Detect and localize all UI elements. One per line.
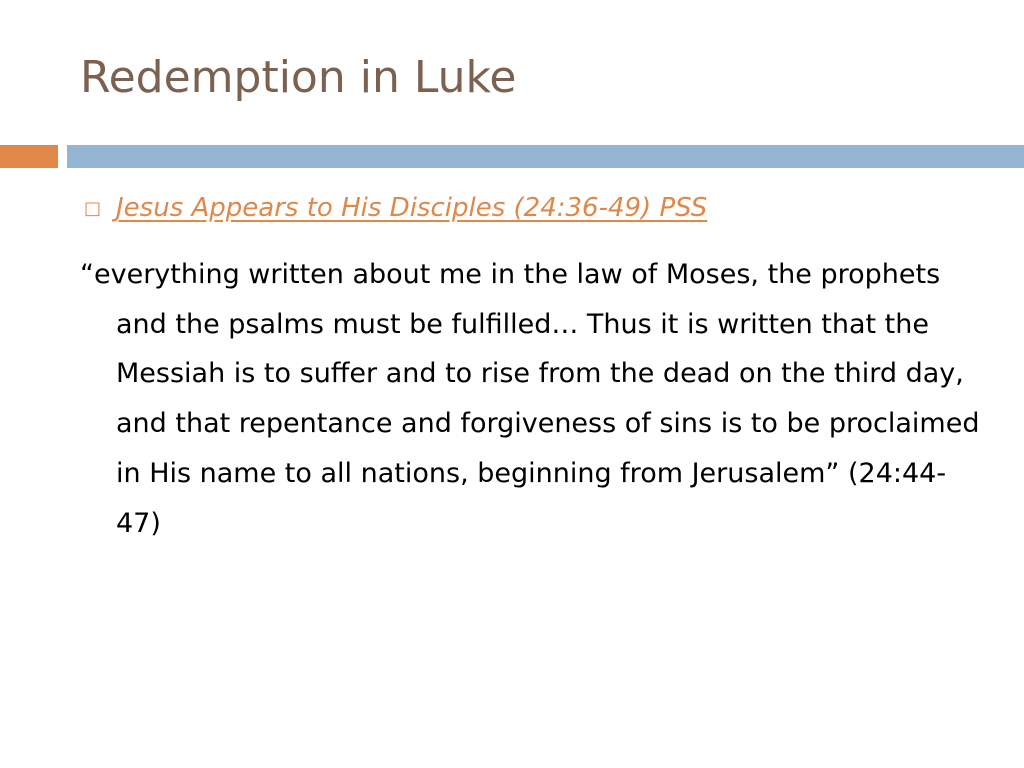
accent-bar-blue bbox=[67, 145, 1024, 168]
hollow-square-bullet-icon: □ bbox=[84, 198, 102, 219]
slide-title: Redemption in Luke bbox=[80, 52, 517, 103]
accent-bar-orange bbox=[0, 145, 58, 168]
quote-paragraph: “everything written about me in the law of Moses, the prophets and the psalms must be fulfilled… Thus it is written that the Messiah is to suffer and to rise from the dead on the third day, and that repentance and forgiveness of sins is to be proclaimed in His name to all nations, beginning from Jerusalem” (24:44-47) bbox=[80, 259, 980, 539]
bullet-item bbox=[84, 192, 707, 226]
scripture-link[interactable]: Jesus Appears to His Disciples (24:36-49) PSS bbox=[116, 193, 708, 223]
